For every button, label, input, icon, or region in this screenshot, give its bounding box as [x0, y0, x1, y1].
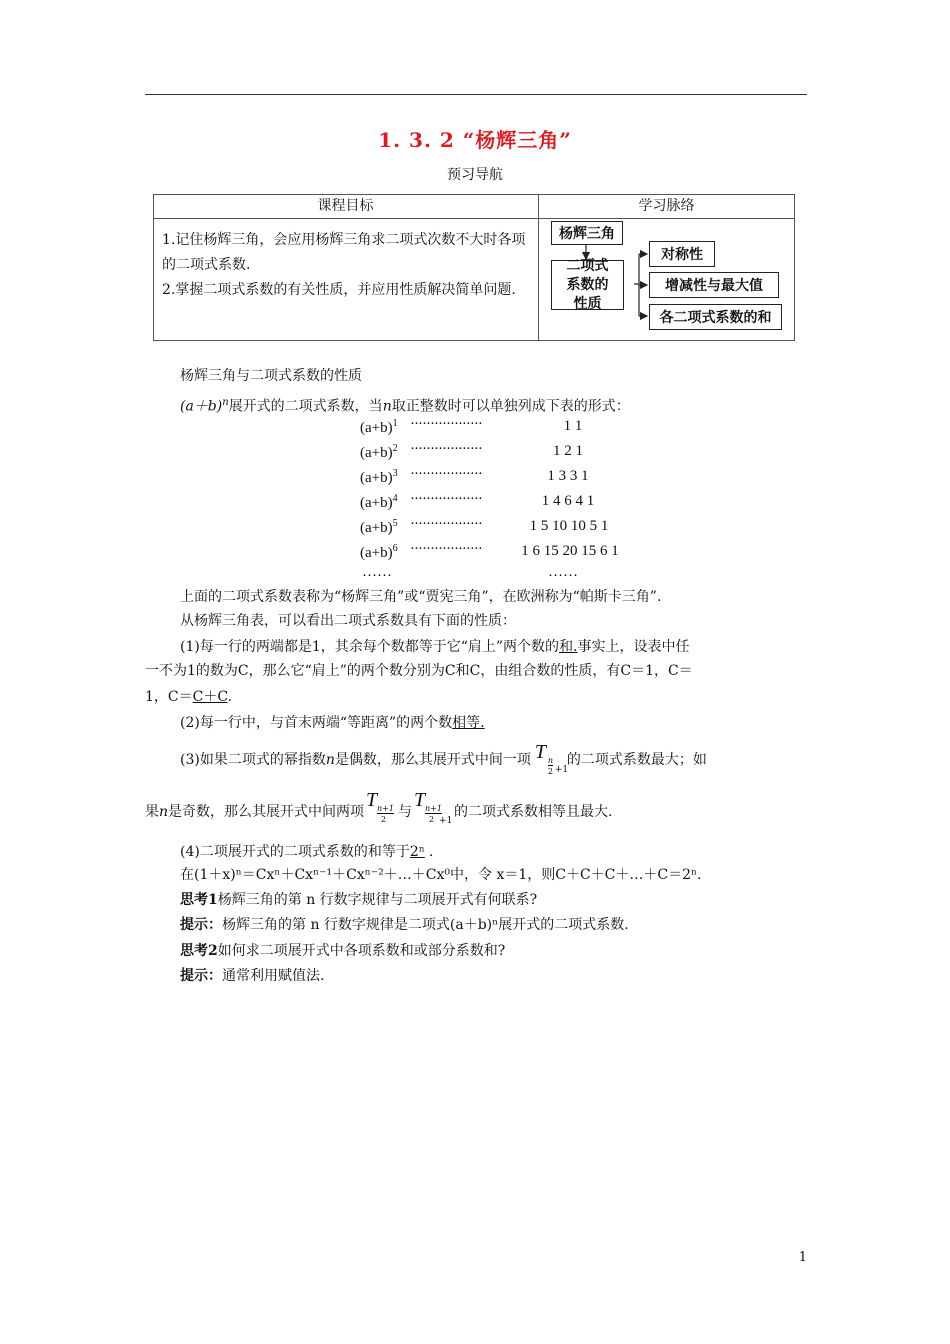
- triangle-row-coeffs: 1 1: [563, 418, 583, 434]
- triangle-ellipsis-left: ……: [362, 564, 392, 580]
- underlined-answer: C＋C: [192, 689, 228, 705]
- triangle-ellipsis-right: ……: [548, 564, 578, 580]
- triangle-row-dots: ··················: [410, 466, 482, 482]
- diagram-box-properties: 二项式系数的性质: [551, 260, 624, 310]
- paragraph: 从杨辉三角表，可以看出二项式系数具有下面的性质：: [180, 613, 516, 629]
- table-header-goals: 课程目标: [317, 198, 374, 214]
- diagram-box-sum: 各二项式系数的和: [649, 304, 782, 330]
- triangle-row-label: $(a+b)^1$: [360, 418, 398, 436]
- math-T-first: T n+1 2: [366, 789, 394, 824]
- property-2: (2)每一行中，与首末两端“等距离”的两个数相等.: [180, 713, 499, 733]
- goals-cell: [162, 228, 532, 303]
- goal-2: 2.掌握二项式系数的有关性质，并应用性质解决简单问题.: [162, 282, 516, 298]
- intro-expr: (a＋b): [180, 398, 223, 415]
- triangle-row-label: $(a+b)^5$: [360, 518, 398, 536]
- triangle-row-coeffs: 1 6 15 20 15 6 1: [521, 543, 619, 559]
- triangle-row-coeffs: 1 5 10 10 5 1: [529, 518, 609, 534]
- diagram-box-symmetry: 对称性: [649, 241, 715, 267]
- underlined-answer: 和.: [559, 639, 578, 655]
- math-T-middle: T n 2 +1: [534, 741, 569, 776]
- page-title: 1. 3. 2 “杨辉三角”: [378, 128, 572, 152]
- property-1-line-1: (1)每一行的两端都是1，其余每个数都等于它“肩上”两个数的和.事实上，设表中任: [180, 639, 690, 655]
- section-subtitle: 预习导航: [447, 167, 503, 183]
- math-T-second: T n+1 2 +1: [414, 789, 453, 826]
- underlined-answer: 相等.: [452, 715, 485, 731]
- section-intro: [180, 393, 630, 417]
- property-1-line-3: 1，C＝C＋C.: [145, 689, 233, 705]
- table-header-context: 学习脉络: [638, 198, 695, 214]
- diagram-box-yanghui: 杨辉三角: [551, 221, 623, 245]
- header-rule: [145, 94, 807, 95]
- triangle-row-label: $(a+b)^2$: [360, 443, 398, 461]
- triangle-row-coeffs: 1 4 6 4 1: [541, 493, 595, 509]
- triangle-row-label: $(a+b)^4$: [360, 493, 398, 511]
- hint-2: 提示：通常利用赋值法.: [180, 968, 325, 984]
- think-2: 思考2如何求二项展开式中各项系数和或部分系数和?: [180, 943, 506, 959]
- triangle-row-dots: ··················: [410, 416, 482, 432]
- triangle-row-dots: ··················: [410, 516, 482, 532]
- page-number: 1: [798, 1250, 807, 1265]
- triangle-row-dots: ··················: [410, 491, 482, 507]
- intro-exponent: n: [222, 397, 229, 408]
- intro-text-b: 取正整数时可以单独列成下表的形式：: [391, 398, 630, 415]
- triangle-row-label: $(a+b)^3$: [360, 468, 398, 486]
- property-3-line-2: 果n是奇数，那么其展开式中间两项 T n+1 2 与 T n+1 2 +1 的二项式系数相等且最大.: [145, 789, 613, 826]
- diagram-box-monotonic: 增减性与最大值: [649, 272, 779, 298]
- property-4: (4)二项展开式的二项式系数的和等于2ⁿ .: [180, 844, 434, 860]
- property-3-line-1: (3)如果二项式的幂指数n是偶数，那么其展开式中间一项 T n 2 +1 的二项式系数最大；如: [180, 741, 707, 776]
- property-1-line-2: 一不为1的数为C，那么它“肩上”的两个数分别为C和C，由组合数的性质，有C＝1，C＝: [145, 663, 693, 679]
- triangle-row-coeffs: 1 3 3 1: [547, 468, 589, 484]
- underlined-answer: 2ⁿ: [409, 844, 425, 860]
- paragraph: 在(1＋x)ⁿ＝Cxⁿ＋Cxⁿ⁻¹＋Cxⁿ⁻²＋…＋Cx⁰中，令 x＝1，则C＋C＋C＋…＋C＝2ⁿ.: [180, 867, 702, 883]
- triangle-row-dots: ··················: [410, 541, 482, 557]
- triangle-row-dots: ··················: [410, 441, 482, 457]
- section-heading: 杨辉三角与二项式系数的性质: [180, 368, 362, 384]
- intro-n: n: [382, 398, 392, 415]
- triangle-row-label: $(a+b)^6$: [360, 543, 398, 561]
- think-1: 思考1杨辉三角的第 n 行数字规律与二项展开式有何联系?: [180, 892, 538, 908]
- paragraph: 上面的二项式系数表称为“杨辉三角”或“贾宪三角”，在欧洲称为“帕斯卡三角”.: [180, 589, 662, 605]
- hint-1: 提示：杨辉三角的第 n 行数字规律是二项式(a＋b)ⁿ展开式的二项式系数.: [180, 917, 629, 933]
- intro-text-a: 展开式的二项式系数，当: [228, 398, 383, 415]
- goal-1: 1.记住杨辉三角，会应用杨辉三角求二项式次数不大时各项的二项式系数.: [162, 232, 526, 273]
- triangle-row-coeffs: 1 2 1: [553, 443, 583, 459]
